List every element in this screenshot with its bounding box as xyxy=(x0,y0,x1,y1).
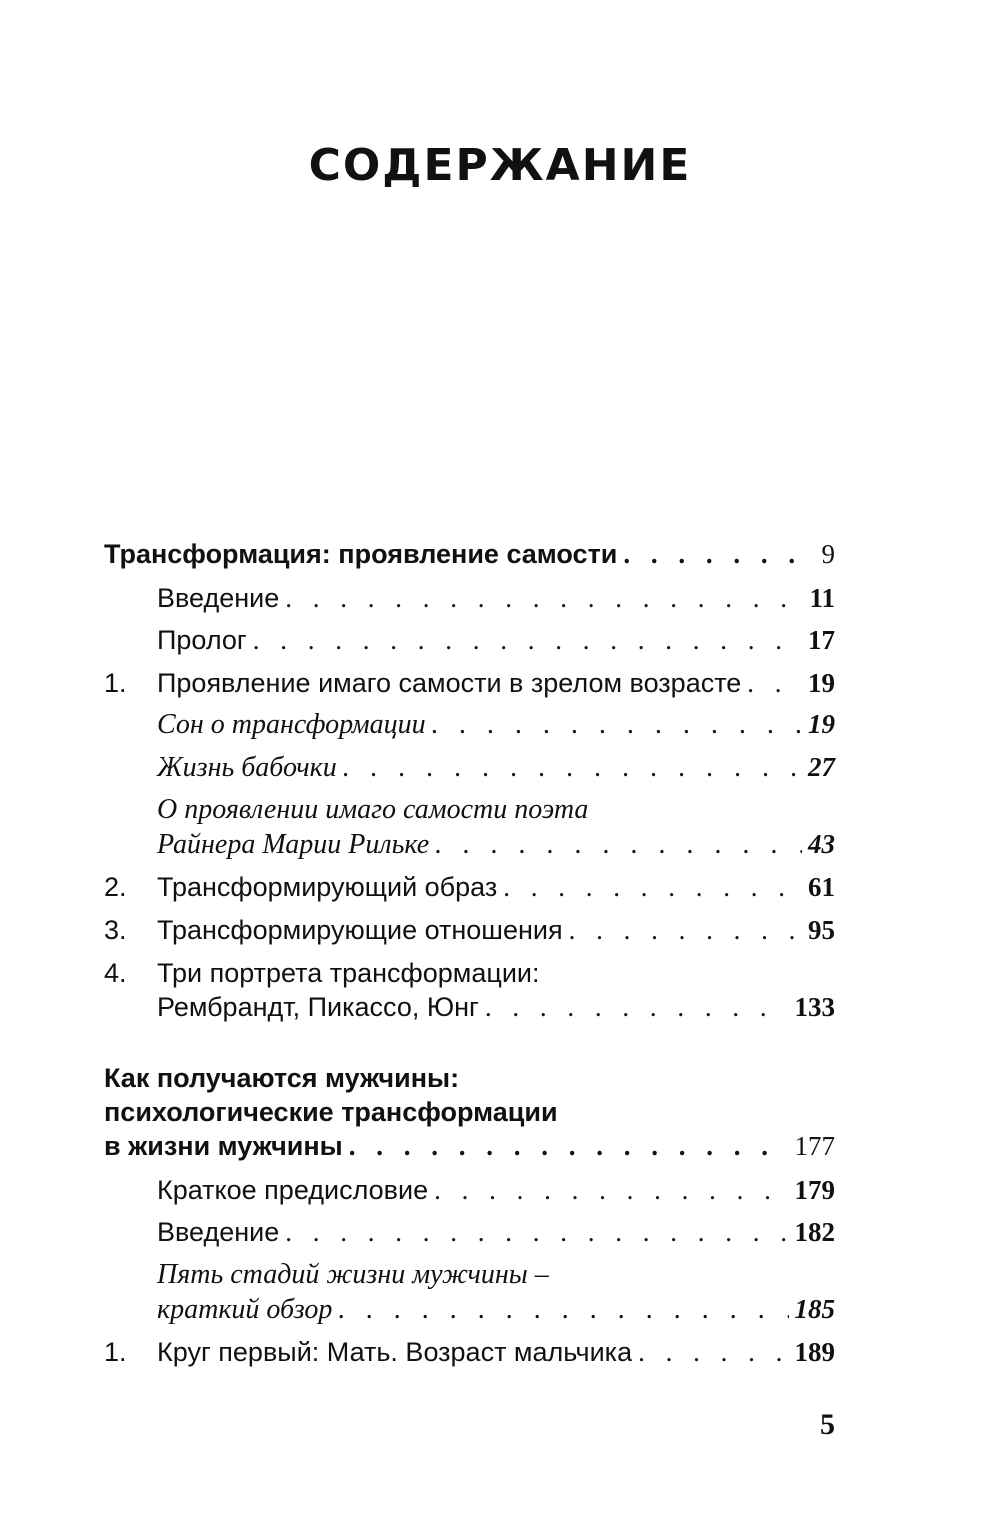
entry-page: 19 xyxy=(808,709,835,739)
entry-page: 179 xyxy=(794,1175,835,1205)
entry-page: 95 xyxy=(808,915,835,945)
entry-title: Круг первый: Мать. Возраст мальчика xyxy=(157,1337,633,1367)
entry-number: 3. xyxy=(104,915,127,945)
entry-title-cont: в жизни мужчины xyxy=(104,1131,343,1161)
entry-page: 27 xyxy=(808,752,835,782)
dot-leader xyxy=(747,665,802,701)
dot-leader xyxy=(503,869,802,905)
entry-page: 189 xyxy=(794,1337,835,1367)
entry-title: Краткое предисловие xyxy=(157,1175,429,1205)
dot-leader xyxy=(285,1214,788,1250)
entry-title: Сон о трансформации xyxy=(157,709,426,740)
entry-title: Пролог xyxy=(157,625,247,655)
entry-page: 177 xyxy=(794,1131,835,1161)
dot-leader xyxy=(338,1292,788,1328)
toc-entry xyxy=(0,706,1000,750)
toc-entry xyxy=(0,869,1000,913)
dot-leader xyxy=(253,622,802,658)
contents-title: СОДЕРЖАНИЕ xyxy=(308,140,692,191)
entry-title: Пять стадий жизни мужчины – xyxy=(157,1259,549,1290)
entry-title: Трансформирующий образ xyxy=(157,872,498,902)
toc-entry xyxy=(0,1172,1000,1216)
entry-title: Введение xyxy=(157,583,280,613)
toc-entry xyxy=(0,749,1000,793)
dot-leader xyxy=(343,750,802,786)
toc-entry xyxy=(0,580,1000,624)
dot-leader xyxy=(569,912,802,948)
dot-leader xyxy=(623,536,815,572)
dot-leader xyxy=(285,580,803,616)
entry-number: 1. xyxy=(104,1337,127,1367)
entry-title: Введение xyxy=(157,1217,280,1247)
dot-leader xyxy=(432,707,802,743)
dot-leader xyxy=(485,989,789,1025)
entry-page: 11 xyxy=(809,583,835,613)
entry-page: 182 xyxy=(794,1217,835,1247)
entry-title: Жизнь бабочки xyxy=(157,752,337,783)
page-number: 5 xyxy=(820,1408,835,1441)
entry-title: Трансформация: проявление самости xyxy=(104,539,618,569)
toc-entry xyxy=(0,536,1000,580)
entry-title-cont: Рембрандт, Пикассо, Юнг xyxy=(157,992,479,1022)
dot-leader xyxy=(349,1128,789,1164)
toc-entry xyxy=(0,912,1000,956)
entry-page: 61 xyxy=(808,872,835,902)
entry-title: Как получаются мужчины: xyxy=(104,1063,460,1093)
entry-page: 133 xyxy=(794,992,835,1022)
entry-number: 1. xyxy=(104,668,127,698)
entry-number: 4. xyxy=(104,958,127,988)
toc-entry xyxy=(0,665,1000,709)
toc-entry xyxy=(0,989,1000,1033)
entry-page: 19 xyxy=(808,668,835,698)
entry-title-cont: психологические трансформации xyxy=(104,1097,558,1127)
toc-entry xyxy=(0,1291,1000,1335)
entry-page: 17 xyxy=(808,625,835,655)
entry-title: О проявлении имаго самости поэта xyxy=(157,794,589,825)
toc-entry xyxy=(0,1334,1000,1378)
entry-number: 2. xyxy=(104,872,127,902)
toc-entry xyxy=(0,1214,1000,1258)
dot-leader xyxy=(638,1334,788,1370)
entry-title-cont: краткий обзор xyxy=(157,1294,333,1325)
toc-entry xyxy=(0,826,1000,870)
dot-leader xyxy=(435,827,802,863)
toc-entry xyxy=(0,1128,1000,1172)
entry-title: Проявление имаго самости в зрелом возрасте xyxy=(157,668,742,698)
entry-page: 43 xyxy=(808,829,835,859)
entry-page: 185 xyxy=(794,1294,835,1324)
entry-title: Трансформирующие отношения xyxy=(157,915,563,945)
entry-title-cont: Райнера Марии Рильке xyxy=(157,829,430,860)
toc-entry xyxy=(0,622,1000,666)
dot-leader xyxy=(434,1172,788,1208)
entry-page: 9 xyxy=(821,539,835,569)
entry-title: Три портрета трансформации: xyxy=(157,958,540,988)
